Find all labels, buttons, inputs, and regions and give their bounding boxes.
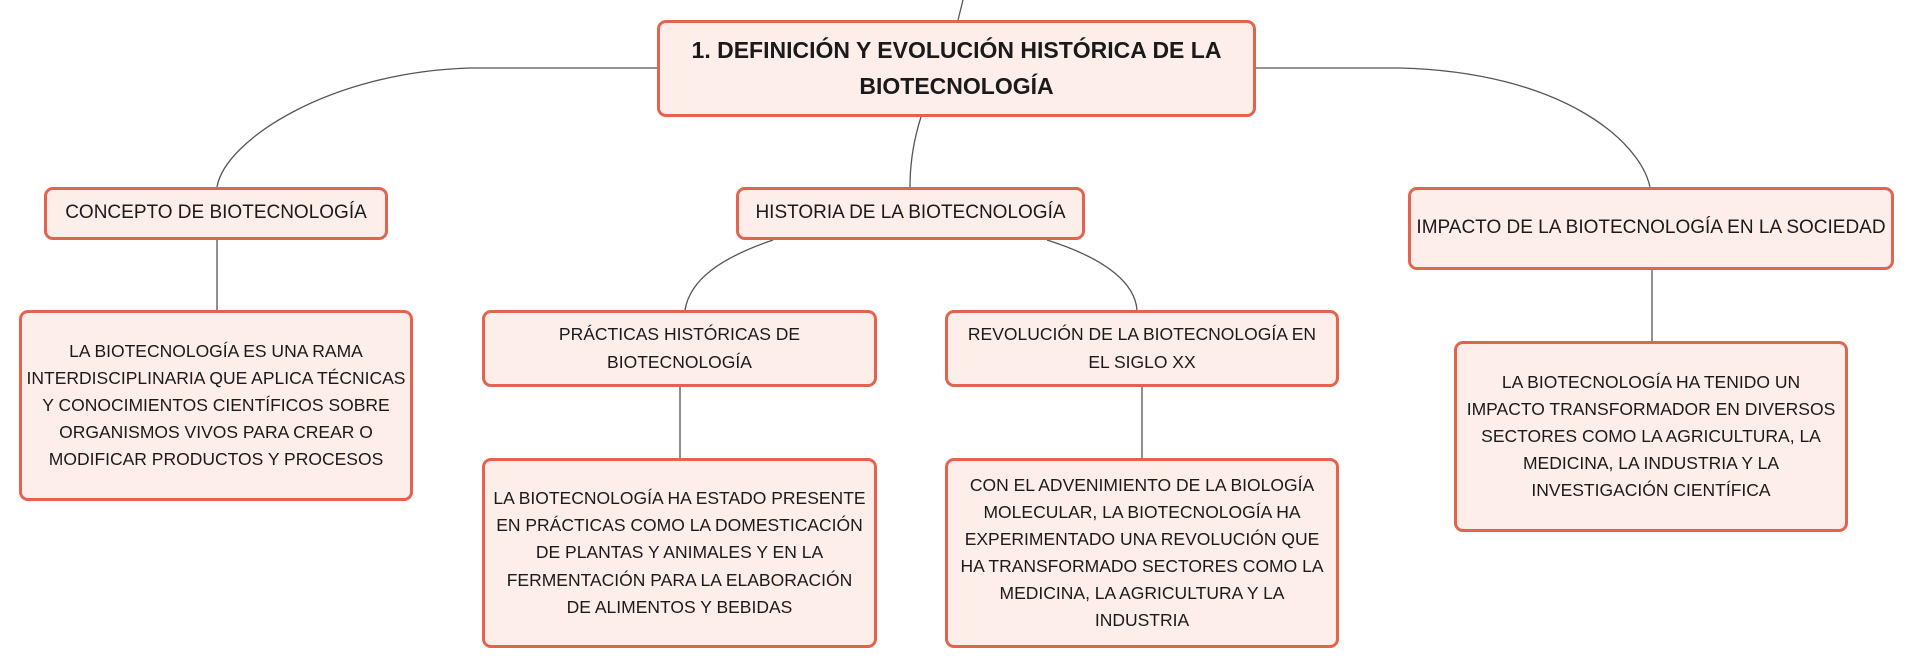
connector-parent-root — [958, 0, 963, 20]
node-revolucion-detail-text: CON EL ADVENIMIENTO DE LA BIOLOGÍA MOLECULAR, LA BIOTECNOLOGÍA HA EXPERIMENTADO UNA REVOLUCIÓN QUE HA TRANSFORMADO SECTORES COMO LA MEDICINA, LA AGRICULTURA Y LA INDUSTRIA — [960, 474, 1324, 631]
connector-root-historia — [910, 117, 921, 187]
node-impacto[interactable] — [1408, 187, 1894, 270]
node-revolucion[interactable] — [945, 310, 1339, 387]
node-impacto-detail-text: LA BIOTECNOLOGÍA HA TENIDO UN IMPACTO TRANSFORMADOR EN DIVERSOS SECTORES COMO LA AGRICULTURA, LA MEDICINA, LA INDUSTRIA Y LA INVESTIGACIÓN CIENTÍFICA — [1466, 371, 1836, 501]
node-revolucion-label: REVOLUCIÓN DE LA BIOTECNOLOGÍA EN EL SIGLO XX — [967, 324, 1317, 372]
node-concepto[interactable] — [44, 187, 388, 240]
connector-historia-practicas — [685, 240, 773, 310]
node-impacto-detail[interactable] — [1454, 341, 1848, 532]
node-practicas-detail-text: LA BIOTECNOLOGÍA HA ESTADO PRESENTE EN PRÁCTICAS COMO LA DOMESTICACIÓN DE PLANTAS Y ANIMALES Y EN LA FERMENTACIÓN PARA LA ELABORACIÓN DE ALIMENTOS Y BEBIDAS — [493, 488, 866, 617]
node-practicas[interactable] — [482, 310, 877, 387]
connector-root-impacto — [1256, 68, 1650, 187]
node-impacto-label: IMPACTO DE LA BIOTECNOLOGÍA EN LA SOCIEDAD — [1416, 217, 1886, 239]
node-revolucion-detail[interactable] — [945, 458, 1339, 648]
root-node-label: 1. DEFINICIÓN Y EVOLUCIÓN HISTÓRICA DE LA BIOTECNOLOGÍA — [691, 36, 1222, 99]
node-historia-label: HISTORIA DE LA BIOTECNOLOGÍA — [755, 202, 1066, 224]
node-concepto-detail-text: LA BIOTECNOLOGÍA ES UNA RAMA INTERDISCIPLINARIA QUE APLICA TÉCNICAS Y CONOCIMIENTOS CIENTÍFICOS SOBRE ORGANISMOS VIVOS PARA CREAR O MODIFICAR PRODUCTOS Y PROCESOS — [26, 340, 406, 470]
root-node[interactable] — [657, 20, 1256, 117]
connector-historia-revolucion — [1047, 240, 1137, 310]
node-practicas-label: PRÁCTICAS HISTÓRICAS DE BIOTECNOLOGÍA — [558, 324, 801, 372]
node-historia[interactable] — [736, 187, 1085, 240]
node-practicas-detail[interactable] — [482, 458, 877, 648]
node-concepto-detail[interactable] — [19, 310, 413, 501]
connector-root-concepto — [217, 68, 657, 187]
node-concepto-label: CONCEPTO DE BIOTECNOLOGÍA — [65, 202, 367, 224]
